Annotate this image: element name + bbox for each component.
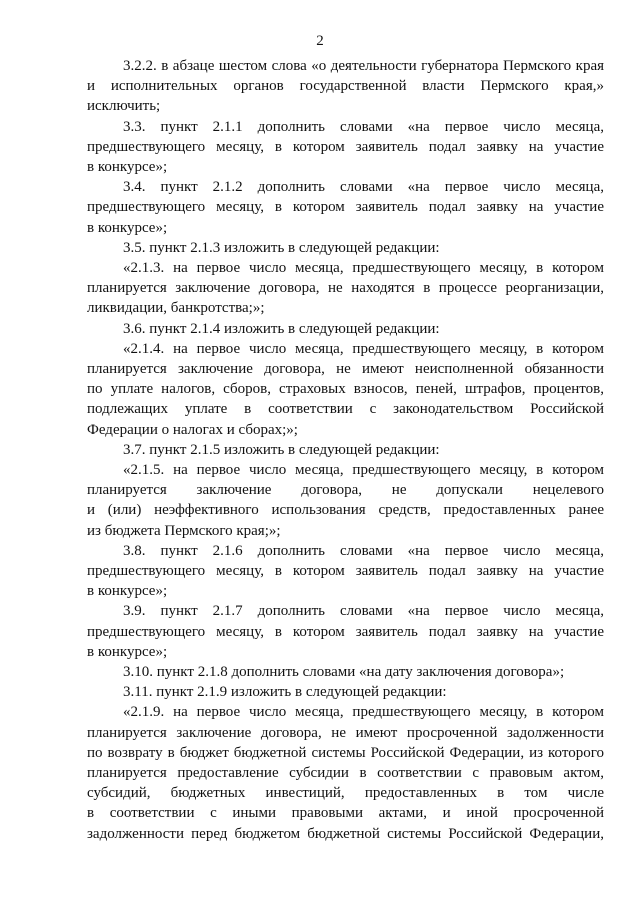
- text-line: и (или) неэффективного использования средств, предоставленных ранее: [87, 502, 604, 518]
- text-line: и исполнительных органов государственной власти Пермского края,»: [87, 78, 604, 94]
- text-line: 3.9. пункт 2.1.7 дополнить словами «на первое число месяца,: [123, 603, 604, 619]
- text-line: предшествующего месяцу, в котором заявитель подал заявку на участие: [87, 563, 604, 579]
- page-number: 2: [316, 33, 324, 49]
- text-line: 3.5. пункт 2.1.3 изложить в следующей редакции:: [123, 240, 440, 256]
- text-line: 3.4. пункт 2.1.2 дополнить словами «на первое число месяца,: [123, 179, 604, 195]
- text-line: в конкурсе»;: [87, 583, 168, 599]
- text-line: планируется предоставление субсидии в соответствии с правовым актом,: [87, 765, 604, 781]
- text-line: планируется заключение договора, не имеют просроченной задолженности: [87, 725, 604, 741]
- text-line: «2.1.9. на первое число месяца, предшествующего месяцу, в котором: [123, 704, 604, 720]
- text-line: в соответствии с иными правовыми актами, и иной просроченной: [87, 805, 604, 821]
- text-line: планируется заключение договора, не допускали нецелевого: [87, 482, 604, 498]
- text-line: 3.7. пункт 2.1.5 изложить в следующей редакции:: [123, 442, 440, 458]
- text-line: исключить;: [87, 98, 161, 114]
- text-line: планируется заключение договора, не имеют неисполненной обязанности: [87, 361, 604, 377]
- text-line: ликвидации, банкротства;»;: [87, 300, 265, 316]
- text-line: предшествующего месяцу, в котором заявитель подал заявку на участие: [87, 199, 604, 215]
- text-line: «2.1.3. на первое число месяца, предшествующего месяцу, в котором: [123, 260, 604, 276]
- text-line: субсидий, бюджетных инвестиций, предоставленных в том числе: [87, 785, 604, 801]
- text-line: планируется заключение договора, не находятся в процессе реорганизации,: [87, 280, 604, 296]
- text-line: в конкурсе»;: [87, 159, 168, 175]
- text-line: 3.6. пункт 2.1.4 изложить в следующей редакции:: [123, 321, 440, 337]
- text-line: предшествующего месяцу, в котором заявитель подал заявку на участие: [87, 624, 604, 640]
- text-line: в конкурсе»;: [87, 644, 168, 660]
- text-line: 3.11. пункт 2.1.9 изложить в следующей редакции:: [123, 684, 447, 700]
- text-line: в конкурсе»;: [87, 220, 168, 236]
- text-line: Федерации о налогах и сборах;»;: [87, 422, 298, 438]
- text-line: по возврату в бюджет бюджетной системы Российской Федерации, из которого: [87, 745, 604, 761]
- text-line: задолженности перед бюджетом бюджетной системы Российской Федерации,: [87, 826, 604, 842]
- text-line: по уплате налогов, сборов, страховых взносов, пеней, штрафов, процентов,: [87, 381, 604, 397]
- text-line: 3.3. пункт 2.1.1 дополнить словами «на первое число месяца,: [123, 119, 604, 135]
- text-line: 3.8. пункт 2.1.6 дополнить словами «на первое число месяца,: [123, 543, 604, 559]
- text-line: из бюджета Пермского края;»;: [87, 523, 281, 539]
- text-line: 3.2.2. в абзаце шестом слова «о деятельности губернатора Пермского края: [123, 58, 604, 74]
- text-line: 3.10. пункт 2.1.8 дополнить словами «на дату заключения договора»;: [123, 664, 565, 680]
- text-line: подлежащих уплате в соответствии с законодательством Российской: [87, 401, 604, 417]
- text-line: предшествующего месяцу, в котором заявитель подал заявку на участие: [87, 139, 604, 155]
- text-line: «2.1.5. на первое число месяца, предшествующего месяцу, в котором: [123, 462, 604, 478]
- text-line: «2.1.4. на первое число месяца, предшествующего месяцу, в котором: [123, 341, 604, 357]
